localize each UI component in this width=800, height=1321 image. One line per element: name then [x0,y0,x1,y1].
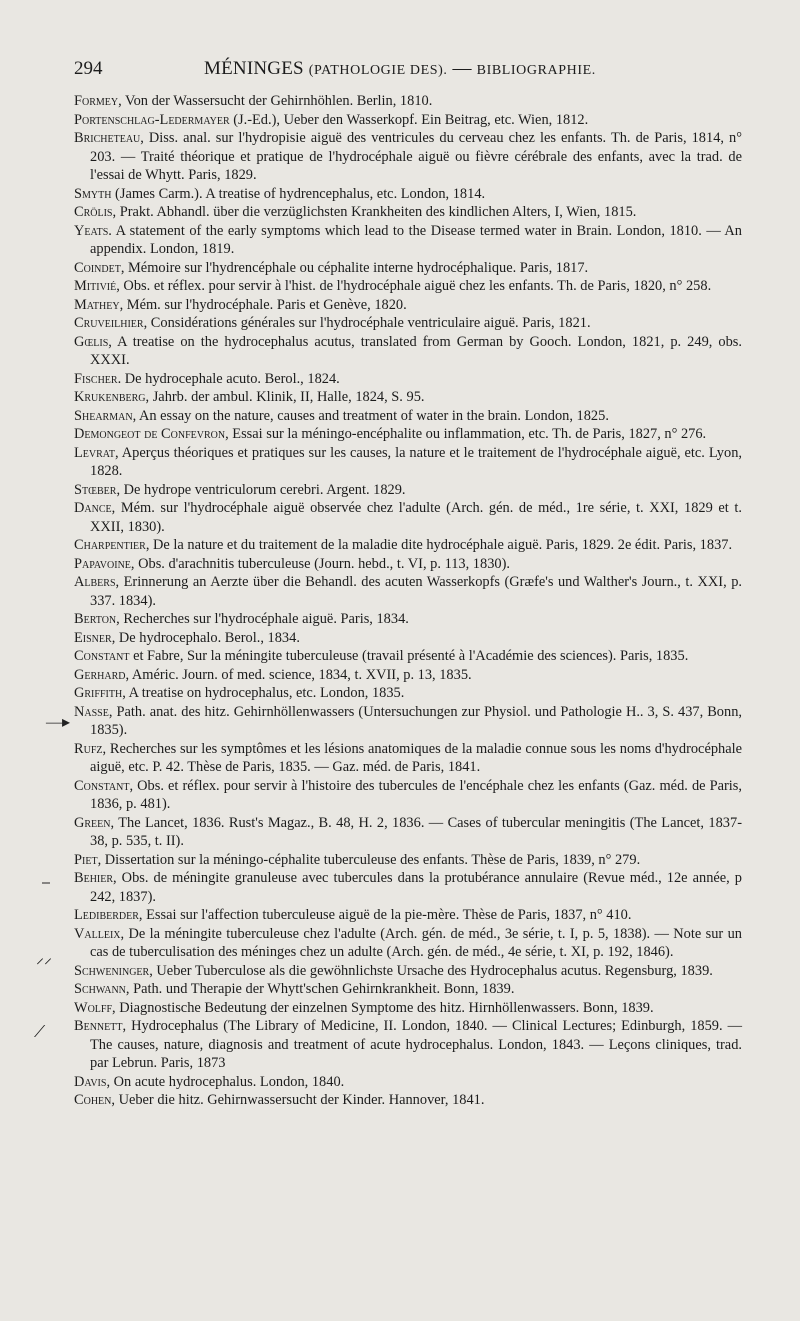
bibliography-entry [74,684,742,703]
bibliography-entry [74,481,742,500]
bibliography-entry [74,444,742,481]
entry-text: , Obs. et réflex. pour servir à l'hist. de l'hydrocéphale aiguë chez les enfants. Th. de Paris, 1820, n° 258. [116,278,712,294]
entry-text: , Mém. sur l'hydrocéphale. Paris et Genève, 1820. [119,296,407,313]
entry-author: Papavoine [74,555,131,572]
bibliography-entry [74,906,742,925]
entry-text: , Obs. et réflex. pour servir à l'histoire des tubercules de l'encéphale chez les enfants (Gaz. méd. de Paris, 1836, p. 481). [90,777,742,812]
entry-text: , Prakt. Abhandl. über die verzüglichsten Krankheiten des kindlichen Alters, I, Wien, 1815. [112,204,637,220]
margin-pen-mark: ⟋ [34,1024,46,1041]
bibliography-entry [74,185,742,204]
entry-text: , Hydrocephalus (The Library of Medicine, II. London, 1840. — Clinical Lectures; Edinburgh, 1859. — The causes, nature, diagnosis and treatment of acute hydrocephalus. London, 1843. — Leçons cliniques, trad. par Lebrun. Paris, 1873 [90,1018,742,1071]
entry-author: Formey [74,93,119,109]
entry-author: Rufz [74,740,103,757]
entry-author: Gerhard [74,666,126,683]
entry-text: , Erinnerung an Aerzte über die Behandl. des acuten Wasserkopfs (Græfe's und Walther's Journ., t. XXI, p. 337. 1834). [90,574,742,609]
margin-pen-mark: —▸ [46,714,71,731]
bibliography-entry [74,259,742,278]
entry-text: , Améric. Journ. of med. science, 1834, t. XVII, p. 13, 1835. [125,666,472,683]
title-dash: — [452,58,472,79]
entry-text: , An essay on the nature, causes and treatment of water in the brain. London, 1825. [132,407,609,424]
entry-author: Cohen [74,1092,112,1108]
entry-text: , Recherches sur les symptômes et les lésions anatomiques de la maladie connue sous les noms d'hydrocéphale aiguë, etc. P. 42. Thèse de Paris, 1835. — Gaz. méd. de Paris, 1841. [90,740,742,775]
entry-text: , Jahrb. der ambul. Klinik, II, Halle, 1824, S. 95. [145,389,425,405]
margin-pen-mark: ⸝⸝ [36,950,53,967]
entry-author: Schwann [74,981,126,997]
entry-author: Lediberder [74,907,139,923]
entry-author: Krukenberg [74,389,146,405]
entry-text: et Fabre, Sur la méningite tuberculeuse (travail présenté à l'Académie des sciences). Paris, 1835. [129,648,689,664]
entry-text: , Mém. sur l'hydrocéphale aiguë observée chez l'adulte (Arch. gén. de méd., 1re série, t. XXI, 1829 et t. XXII, 1830). [90,500,742,535]
bibliography-list [74,92,742,1110]
bibliography-entry [74,666,742,685]
title-paren: (PATHOLOGIE DES). [308,63,448,78]
entry-text: , The Lancet, 1836. Rust's Magaz., B. 48, H. 2, 1836. — Cases of tubercular meningitis (The Lancet, 1837-38, p. 535, t. II). [90,814,742,849]
entry-author: Albers [74,574,116,590]
entry-author: Demongeot de Confevron [74,426,226,442]
entry-author: Shearman [74,407,133,424]
entry-text: , Considérations générales sur l'hydrocéphale ventriculaire aiguë. Paris, 1821. [143,315,591,331]
bibliography-entry [74,980,742,999]
entry-author: Mitivié [74,278,117,294]
entry-author: Behier [74,870,114,886]
bibliography-entry [74,222,742,259]
entry-author: Piet [74,851,98,868]
entry-text: , Mémoire sur l'hydrencéphale ou céphalite interne hydrocéphalique. Paris, 1817. [120,259,589,276]
entry-author: Charpentier [74,537,146,553]
entry-author: Berton [74,611,117,627]
entry-text: (J.-Ed.), Ueber den Wasserkopf. Ein Beitrag, etc. Wien, 1812. [229,111,589,128]
bibliography-entry [74,999,742,1018]
bibliography-entry [74,555,742,574]
bibliography-entry [74,536,742,555]
entry-author: Crölis [74,204,113,220]
bibliography-entry [74,647,742,666]
entry-text: , Ueber Tuberculose als die gewöhnlichste Ursache des Hydrocephalus acutus. Regensburg, 1839. [149,962,713,979]
bibliography-entry [74,425,742,444]
entry-author: Smyth [74,185,112,202]
bibliography-entry [74,1017,742,1073]
bibliography-entry [74,869,742,906]
entry-text: , De la nature et du traitement de la maladie dite hydrocéphale aiguë. Paris, 1829. 2e édit. Paris, 1837. [145,537,733,553]
bibliography-entry [74,1091,742,1110]
bibliography-entry [74,296,742,315]
title-main: MÉNINGES [204,58,304,79]
entry-author: Bennett [74,1018,123,1034]
entry-author: Eisner [74,629,112,646]
entry-text: , On acute hydrocephalus. London, 1840. [106,1073,345,1090]
bibliography-entry [74,277,742,296]
entry-text: , A treatise on hydrocephalus, etc. London, 1835. [122,685,405,701]
bibliography-entry [74,314,742,333]
entry-text: , De la méningite tuberculeuse chez l'adulte (Arch. gén. de méd., 3e série, t. I, p. 5, 1838). — Note sur un cas de tuberculisation des méninges chez un adulte (Arch. gén. de méd., 4e série, t. XI, p. 192, 1846). [90,925,742,960]
running-header [74,58,744,84]
entry-text: , De hydrocephalo. Berol., 1834. [111,629,300,646]
bibliography-entry [74,333,742,370]
entry-text: , Dissertation sur la méningo-céphalite tuberculeuse des enfants. Thèse de Paris, 1839, n° 279. [97,851,641,868]
bibliography-entry [74,777,742,814]
bibliography-entry [74,499,742,536]
running-title [204,58,596,80]
bibliography-entry [74,111,742,130]
entry-author: Yeats [74,222,109,239]
entry-author: Constant [74,777,130,794]
entry-author: Levrat [74,444,116,461]
bibliography-entry [74,851,742,870]
entry-text: , Diagnostische Bedeutung der einzelnen Symptome des hitz. Hirnhöllenwassers. Bonn, 1839. [112,999,654,1016]
entry-text: , Diss. anal. sur l'hydropisie aiguë des ventricules du cerveau chez les enfants. Th. de Paris, 1814, n° 203. — Traité théorique et pratique de l'hydrocéphale aiguë ou fièvre cérébrale des enfants, avec la trad. de l'essai de Whytt. Paris, 1829. [90,130,742,183]
entry-text: , Obs. d'arachnitis tuberculeuse (Journ. hebd., t. VI, p. 113, 1830). [130,555,510,572]
entry-author: Gœlis [74,333,109,350]
entry-author: Dance [74,500,112,516]
entry-text: , Path. anat. des hitz. Gehirnhöllenwassers (Untersuchungen zur Physiol. und Pathologie H.. 3, S. 437, Bonn, 1835). [90,703,742,738]
entry-text: , Essai sur l'affection tuberculeuse aiguë de la pie-mère. Thèse de Paris, 1837, n° 410. [138,907,632,923]
bibliography-entry [74,388,742,407]
entry-author: Bricheteau [74,130,141,146]
entry-text: , Ueber die hitz. Gehirnwassersucht der Kinder. Hannover, 1841. [111,1092,485,1108]
entry-text: , Recherches sur l'hydrocéphale aiguë. Paris, 1834. [116,611,409,627]
entry-text: , Obs. de méningite granuleuse avec tubercules dans la protubérance annulaire (Revue méd., 12e année, p 242, 1837). [90,870,742,905]
entry-text: , De hydrope ventriculorum cerebri. Argent. 1829. [116,481,406,498]
bibliography-entry [74,129,742,185]
margin-pen-mark: ⎯ [42,874,51,891]
bibliography-entry [74,407,742,426]
entry-text: , Von der Wassersucht der Gehirnhöhlen. Berlin, 1810. [118,93,433,109]
entry-author: Stœber [74,481,117,498]
entry-author: Constant [74,648,130,664]
bibliography-entry [74,925,742,962]
entry-author: Davis [74,1073,107,1090]
entry-text: . De hydrocephale acuto. Berol., 1824. [117,370,340,387]
bibliography-entry [74,962,742,981]
entry-author: Schweninger [74,962,150,979]
bibliography-entry [74,1073,742,1092]
entry-text: . A statement of the early symptoms which lead to the Disease termed water in Brain. London, 1810. — An appendix. London, 1819. [90,222,742,257]
bibliography-entry [74,92,742,111]
bibliography-entry [74,814,742,851]
entry-author: Cruveilhier [74,315,144,331]
entry-author: Green [74,814,111,831]
entry-text: , Aperçus théoriques et pratiques sur les causes, la nature et le traitement de l'hydrocéphale aiguë, etc. Lyon, 1828. [90,444,742,479]
bibliography-entry [74,610,742,629]
entry-text: , A treatise on the hydrocephalus acutus, translated from German by Gooch. London, 1821, p. 249, obs. XXXI. [90,333,742,368]
entry-author: Portenschlag-Ledermayer [74,111,230,128]
entry-author: Valleix [74,925,121,942]
entry-author: Coindet [74,259,121,276]
bibliography-entry [74,203,742,222]
entry-author: Griffith [74,685,123,701]
bibliography-entry [74,703,742,740]
bibliography-entry [74,740,742,777]
entry-author: Mathey [74,296,120,313]
bibliography-entry [74,629,742,648]
bibliography-entry [74,573,742,610]
page-number: 294 [74,58,103,79]
entry-text: , Essai sur la méningo-encéphalite ou inflammation, etc. Th. de Paris, 1827, n° 276. [225,426,707,442]
title-section: BIBLIOGRAPHIE. [476,63,596,78]
entry-author: Nasse [74,703,109,720]
entry-text: , Path. und Therapie der Whytt'schen Gehirnkrankheit. Bonn, 1839. [125,981,515,997]
entry-author: Wolff [74,999,113,1016]
entry-author: Fischer [74,370,118,387]
bibliography-entry [74,370,742,389]
entry-text: (James Carm.). A treatise of hydrencephalus, etc. London, 1814. [111,185,486,202]
